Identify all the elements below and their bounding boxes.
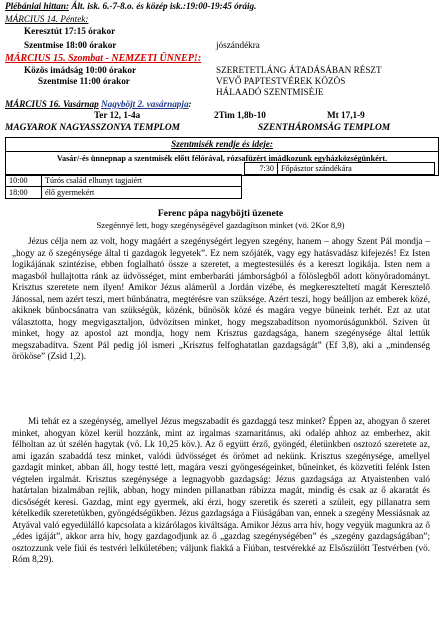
catechism-line	[5, 1, 256, 12]
day2-row2-right: VEVŐ PAPTESTVÉREK KÖZÖS	[216, 76, 346, 86]
time-cell: 10:00	[6, 175, 42, 187]
day2-row3-right: HÁLAADÓ SZENTMISÉJE	[216, 87, 324, 97]
table-row	[245, 163, 435, 175]
paragraph-text: Jézus célja nem az volt, hogy magáért a szegénységért legyen szegény, hanem – ahogy Szent Pál mondja – „hogy az ő szegénysége által ti gazdagok legyetek”. Ez nem szójáték, vagy egy hatásvadász kifejezés! Ez Isten logikájának szintézise, ebben foglalható össze a szeretet, a megtestesülés és a kereszt logikája. Isten nem a magasból hullajtotta ránk az üdvösséget, mint emberbaráti jámborságból a fölöslegből adott könyöradományt. Krisztus szeretete nem ilyen! Amikor Jézus alámerül a Jordán vizébe, és megkereszteltetí magát Keresztelő Jánossal, nem azért teszi, mert bűnbánatra, megtérésre van szüksége. Azért teszi, hogy beálljon az emberek közé, akiknek bűnbocsánatra van szükségük, közénk, bűnösök közé és magára vegye bűneink terhét. Ezt az utat választotta, hogy megvigasztaljon, üdvözítsen minket, hogy megszabadítson nyomorúságunkból. Szíven üt minket, hogy az apostol azt mondja, hogy nem Krisztus gazdagsága, hanem szegénysége által lettük megszabadítva. Szent Pál pedig jól ismeri „Krisztus felfoghatatlan gazdagságát” (Ef 3,8), aki a „mindenség örököse” (Zsid 1,2).	[12, 236, 430, 361]
message-subtitle: Szegénnyé lett, hogy szegénységével gazdagítson minket (vö. 2Kor 8,9)	[96, 220, 345, 230]
schedule-divider	[6, 151, 438, 152]
day3-subtitle: Nagyböjt 2. vasárnapja	[101, 99, 189, 109]
day2-row1-left: Közös imádság 10:00 órakor	[24, 65, 137, 75]
paragraph-text: Mi tehát ez a szegénység, amellyel Jézus megszabadít és gazdaggá tesz minket? Éppen az, ahogyan ő szeret minket, ahogyan közel kerül hozzánk, mint az irgalmas szamaritánus, aki odalép ahhoz az emberhez, akit félholtan az út szélén hagytak (vö. Lk 10,25 köv.). Az ő együtt érző, gyöngéd, életünkben osztozó szeretete az, ami igazán szabaddá tesz minket, valódi üdvösséget és örömet ad nekünk. Krisztus szegénysége, amellyel gazdagít minket, abban áll, hogy testté lett, magára veszi gyöngeségeinket, bűneinket, és közvetíti felénk Isten végtelen irgalmát. Krisztus szegénysége a legnagyobb gazdagság: Jézus gazdagsága az Atyaistenben való határtalan bizalmában rejlik, abban, hogy minden pillanatban rábízza magát, mindig és csak az ő akaratát és dicsőségét keresi. Gazdag, mint egy gyermek, aki érzi, hogy szeretik és szereti a szüleit, egy pillanatra sem kételkedik szeretetükben, gyöngédségükben. Jézus gazdagsága a Fiúságában van, ennek a szegény Messiásnak az Atyával való egyedülálló kapcsolata a kizárólagos kiváltsága. Amikor Jézus arra hív, hogy vegyük magunkra az ő „édes igáját”, akkor arra hív, hogy gazdagodjunk az ő „gazdag szegénységében” és „szegény gazdagságában”; osztozzunk vele fiúi és testvéri lelkületében; váljunk fiakká a Fiúban, testvérekké az Elsőszülött Testvérben (vö. Róm 8,29).	[12, 416, 430, 564]
day2-title: MÁRCIUS 15. Szombat - NEMZETI ÜNNEP!:	[5, 53, 202, 64]
table-row	[6, 187, 242, 199]
schedule-left-table	[5, 174, 242, 199]
schedule-title: Szentmisék rendje és ideje:	[171, 139, 273, 149]
day3-title-line	[5, 99, 192, 110]
reading-1: Ter 12, 1-4a	[94, 110, 141, 120]
day1-row2-right: jószándékra	[216, 40, 260, 50]
schedule-note: Vasár/-és ünnepnap a szentmisék előtt félórával, rózsafüzért imádkozunk egyházközségünkért.	[56, 154, 388, 163]
reading-3: Mt 17,1-9	[327, 110, 365, 120]
day1-row2-left: Szentmise 18:00 órakor	[24, 40, 117, 50]
church-right: SZENTHÁROMSÁG TEMPLOM	[258, 123, 391, 133]
day3-suffix: :	[188, 99, 192, 109]
catechism-text: Ált. isk. 6.-7-8.o. és közép isk.:19:00-19:45 óráig.	[69, 1, 257, 11]
day2-row2-left: Szentmise 11:00 órakor	[38, 76, 130, 86]
day1-row1-left: Keresztút 17:15 órakor	[24, 26, 116, 36]
reading-2: 2Tim 1,8b-10	[214, 110, 266, 120]
intention-cell: élő gyermekért	[42, 187, 242, 199]
message-paragraph-1	[12, 236, 430, 363]
message-title: Ferenc pápa nagyböjti üzenete	[157, 208, 284, 219]
day2-row1-right: SZERETETLÁNG ÁTADÁSÁBAN RÉSZT	[216, 65, 382, 75]
time-cell: 18:00	[6, 187, 42, 199]
message-paragraph-2	[12, 416, 430, 566]
table-row	[6, 175, 242, 187]
day1-title: MÁRCIUS 14. Péntek:	[5, 14, 89, 24]
church-left: MAGYAROK NAGYASSZONYA TEMPLOM	[5, 123, 181, 133]
catechism-label: Plébániai hittan:	[5, 1, 70, 11]
intention-cell: Túrós család elhunyt tagjaiért	[42, 175, 242, 187]
intention-cell: Főpásztor szándékára	[278, 163, 435, 175]
time-cell: 7:30	[245, 163, 278, 175]
day3-title: MÁRCIUS 16. Vasárnap	[5, 99, 99, 109]
schedule-right-table	[244, 162, 435, 175]
